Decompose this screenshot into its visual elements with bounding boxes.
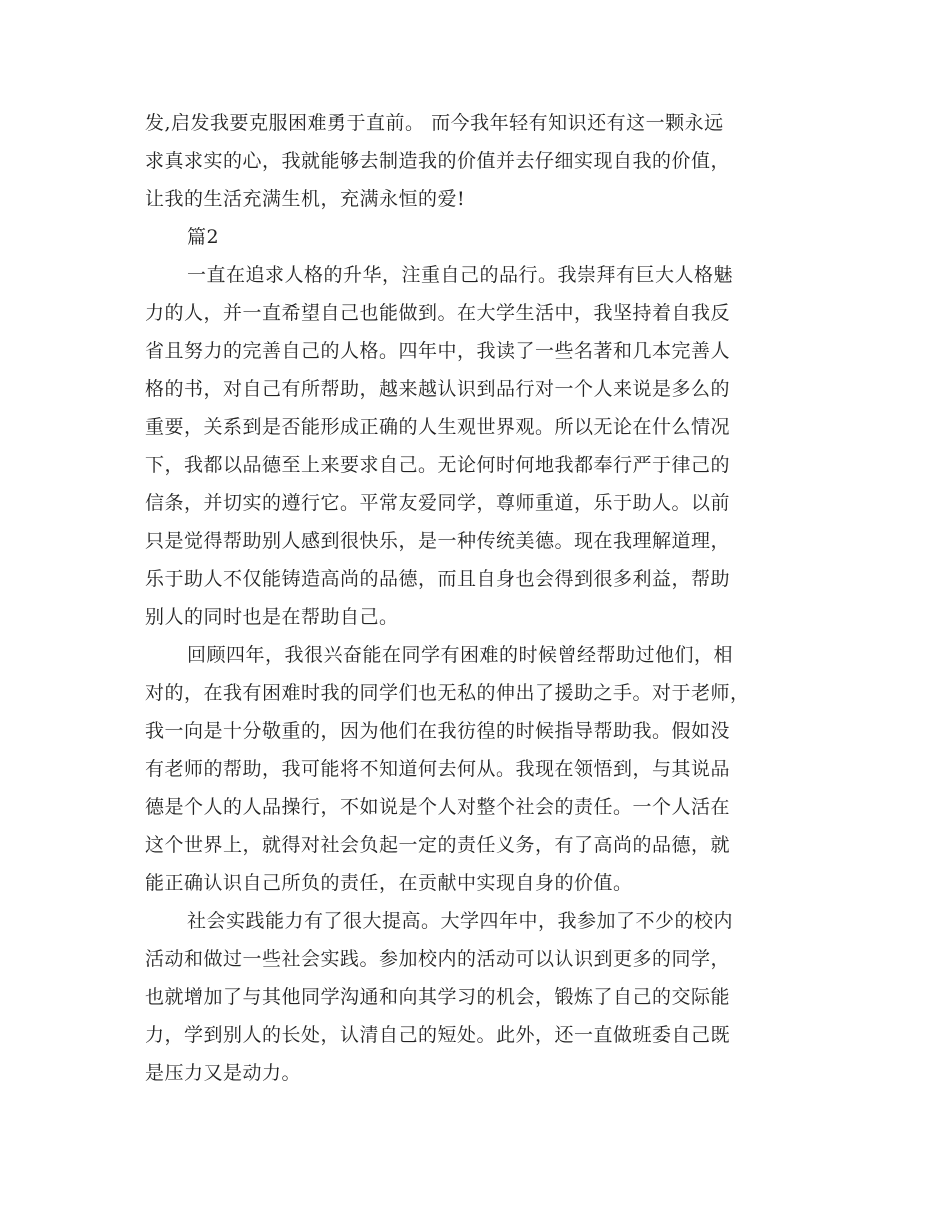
text-line: 这个世界上，就得对社会负起一定的责任义务，有了高尚的品德，就 (145, 834, 731, 856)
section-heading: 篇2 (187, 226, 220, 248)
text-line: 一直在追求人格的升华，注重自己的品行。我崇拜有巨大人格魅 (187, 264, 734, 286)
text-line: 格的书，对自己有所帮助，越来越认识到品行对一个人来说是多么的 (145, 378, 731, 400)
document-page (145, 104, 807, 1092)
text-line: 只是觉得帮助别人感到很快乐，是一种传统美德。现在我理解道理， (145, 530, 731, 552)
text-line: 别人的同时也是在帮助自己。 (145, 606, 399, 628)
text-line: 发,启发我要克服困难勇于直前。 而今我年轻有知识还有这一颗永远 (145, 112, 724, 134)
text-line: 力的人，并一直希望自己也能做到。在大学生活中，我坚持着自我反 (145, 302, 731, 324)
text-line: 回顾四年，我很兴奋能在同学有困难的时候曾经帮助过他们，相 (187, 644, 734, 666)
text-line: 也就增加了与其他同学沟通和向其学习的机会，锻炼了自己的交际能 (145, 986, 731, 1008)
text-line: 社会实践能力有了很大提高。大学四年中，我参加了不少的校内 (187, 910, 734, 932)
text-line: 我一向是十分敬重的，因为他们在我彷徨的时候指导帮助我。假如没 (145, 720, 731, 742)
text-line: 让我的生活充满生机，充满永恒的爱! (145, 188, 466, 210)
text-line: 能正确认识自己所负的责任，在贡献中实现自身的价值。 (145, 872, 633, 894)
paragraph-character (145, 256, 807, 636)
intro-paragraph (145, 104, 807, 218)
text-line: 有老师的帮助，我可能将不知道何去何从。我现在领悟到，与其说品 (145, 758, 731, 780)
text-line: 是压力又是动力。 (145, 1062, 302, 1084)
text-line: 下，我都以品德至上来要求自己。无论何时何地我都奉行严于律己的 (145, 454, 731, 476)
text-line: 力，学到别人的长处，认清自己的短处。此外，还一直做班委自己既 (145, 1024, 731, 1046)
text-line: 乐于助人不仅能铸造高尚的品德，而且自身也会得到很多利益，帮助 (145, 568, 731, 590)
text-line: 信条，并切实的遵行它。平常友爱同学，尊师重道，乐于助人。以前 (145, 492, 731, 514)
text-line: 对的，在我有困难时我的同学们也无私的伸出了援助之手。对于老师， (145, 682, 750, 704)
text-line: 重要，关系到是否能形成正确的人生观世界观。所以无论在什么情况 (145, 416, 731, 438)
paragraph-practice (145, 902, 807, 1092)
text-line: 德是个人的人品操行，不如说是个人对整个社会的责任。一个人活在 (145, 796, 731, 818)
text-line: 活动和做过一些社会实践。参加校内的活动可以认识到更多的同学， (145, 948, 731, 970)
text-line: 求真求实的心，我就能够去制造我的价值并去仔细实现自我的价值， (145, 150, 731, 172)
text-line: 省且努力的完善自己的人格。四年中，我读了一些名著和几本完善人 (145, 340, 731, 362)
paragraph-review (145, 636, 807, 902)
